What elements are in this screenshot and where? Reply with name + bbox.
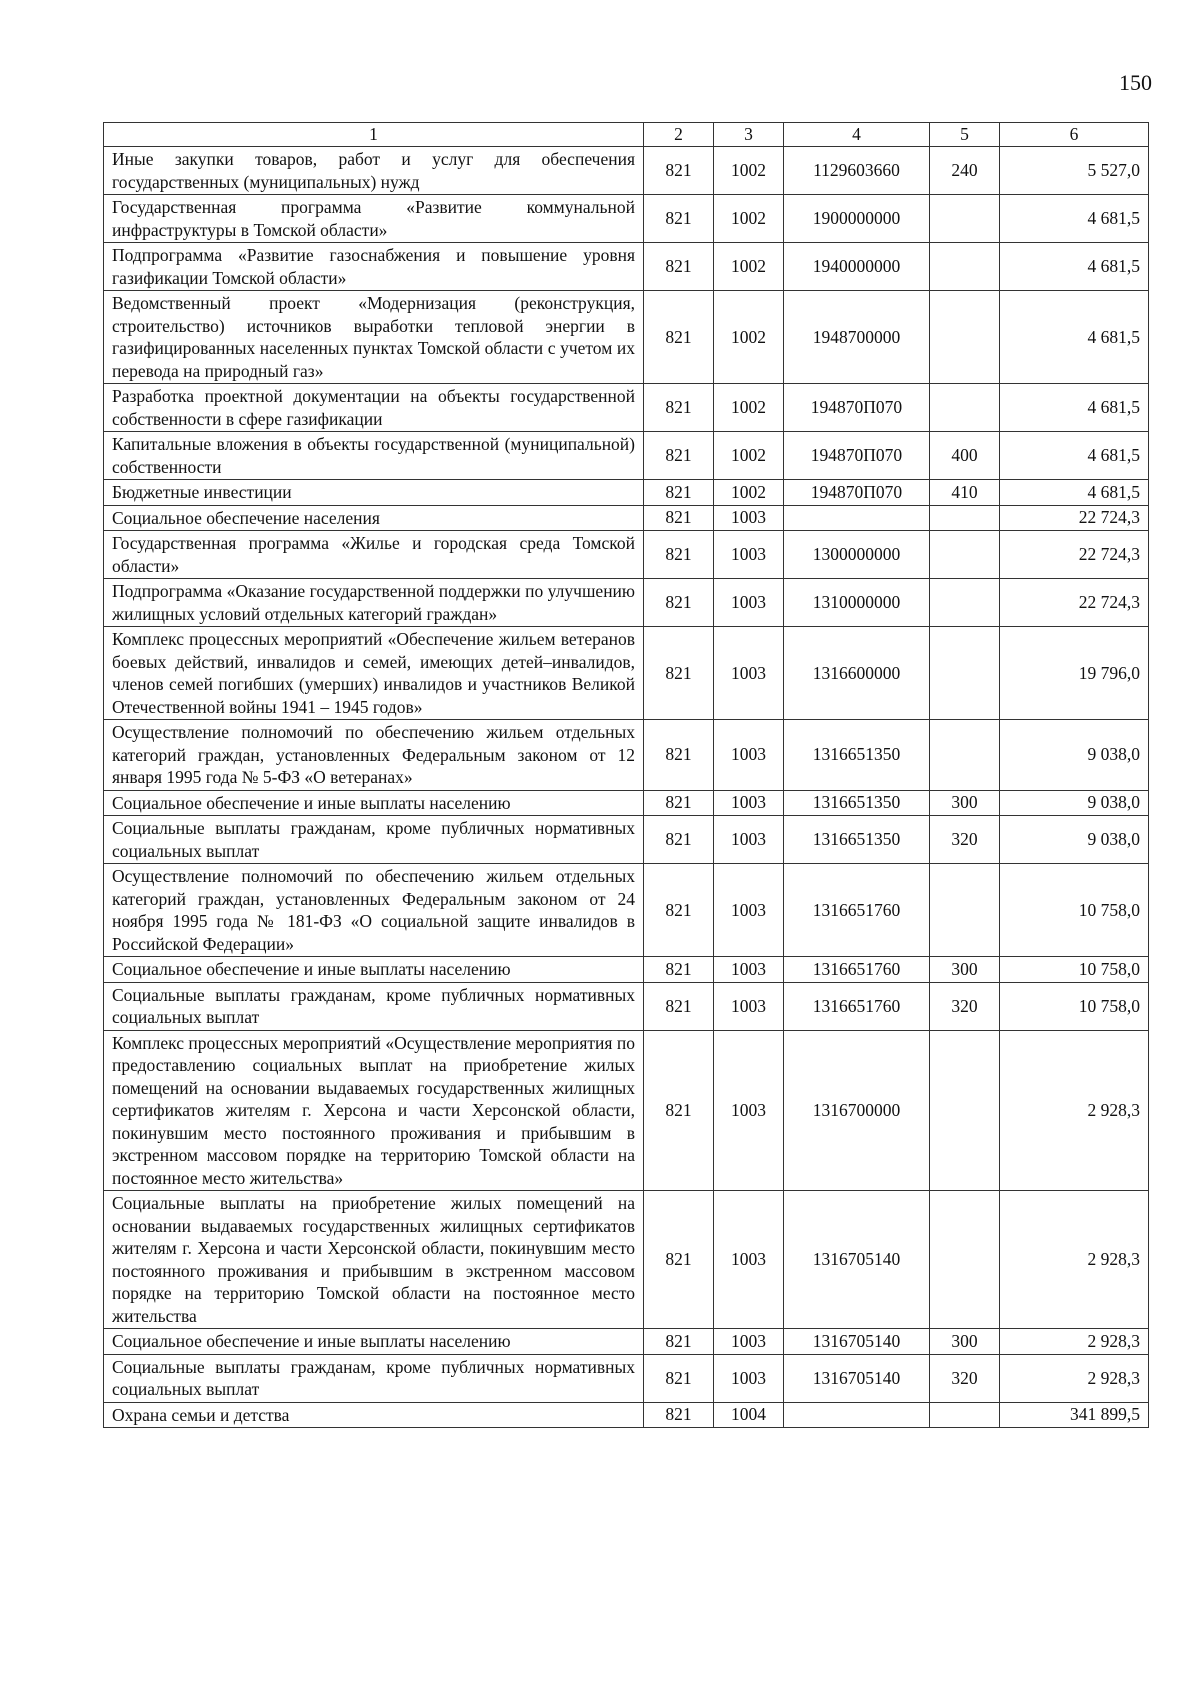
amount: 4 681,5 [1000,243,1149,291]
expense-type-code: 300 [930,790,1000,816]
ministry-code: 821 [644,1354,714,1402]
expense-type-code [930,579,1000,627]
section-code: 1003 [714,957,784,983]
table-row [104,384,1149,432]
row-description: Государственная программа «Развитие коммунальной инфраструктуры в Томской области» [104,195,644,243]
section-code: 1003 [714,790,784,816]
column-header: 4 [784,123,930,147]
expense-type-code [930,195,1000,243]
table-row [104,1329,1149,1355]
expense-type-code: 300 [930,1329,1000,1355]
amount: 22 724,3 [1000,531,1149,579]
expense-type-code [930,531,1000,579]
target-article-code: 1900000000 [784,195,930,243]
ministry-code: 821 [644,579,714,627]
amount: 10 758,0 [1000,982,1149,1030]
expense-type-code [930,1030,1000,1191]
section-code: 1004 [714,1402,784,1428]
amount: 2 928,3 [1000,1329,1149,1355]
target-article-code [784,505,930,531]
ministry-code: 821 [644,1402,714,1428]
table-row [104,790,1149,816]
expense-type-code [930,720,1000,791]
expense-type-code [930,864,1000,957]
target-article-code: 194870П070 [784,432,930,480]
target-article-code: 1316651350 [784,720,930,791]
amount: 19 796,0 [1000,627,1149,720]
table-row [104,531,1149,579]
row-description: Капитальные вложения в объекты государственной (муниципальной) собственности [104,432,644,480]
row-description: Подпрограмма «Оказание государственной поддержки по улучшению жилищных условий отдельных категорий граждан» [104,579,644,627]
table-row [104,579,1149,627]
section-code: 1003 [714,505,784,531]
row-description: Социальное обеспечение и иные выплаты населению [104,790,644,816]
row-description: Ведомственный проект «Модернизация (реконструкция, строительство) источников выработки тепловой энергии в газифицированных населенных пунктах Томской области с учетом их перевода на природный газ» [104,291,644,384]
row-description: Государственная программа «Жилье и городская среда Томской области» [104,531,644,579]
target-article-code [784,1402,930,1428]
expense-type-code [930,291,1000,384]
column-header: 1 [104,123,644,147]
target-article-code: 1948700000 [784,291,930,384]
amount: 10 758,0 [1000,864,1149,957]
section-code: 1003 [714,816,784,864]
section-code: 1003 [714,1354,784,1402]
section-code: 1003 [714,982,784,1030]
table-row [104,505,1149,531]
page-number: 150 [1119,70,1152,95]
ministry-code: 821 [644,432,714,480]
expense-type-code: 320 [930,982,1000,1030]
ministry-code: 821 [644,720,714,791]
table-row [104,147,1149,195]
expense-type-code [930,627,1000,720]
amount: 2 928,3 [1000,1191,1149,1329]
target-article-code: 1129603660 [784,147,930,195]
amount: 22 724,3 [1000,579,1149,627]
section-code: 1002 [714,195,784,243]
row-description: Социальные выплаты гражданам, кроме публичных нормативных социальных выплат [104,982,644,1030]
amount: 22 724,3 [1000,505,1149,531]
section-code: 1003 [714,579,784,627]
expense-type-code: 320 [930,816,1000,864]
section-code: 1003 [714,1030,784,1191]
row-description: Комплекс процессных мероприятий «Обеспечение жильем ветеранов боевых действий, инвалидов и семей, имеющих детей–инвалидов, членов семей погибших (умерших) инвалидов и участников Великой Отечественной войны 1941 – 1945 годов» [104,627,644,720]
expense-type-code [930,384,1000,432]
ministry-code: 821 [644,864,714,957]
section-code: 1003 [714,1329,784,1355]
amount: 4 681,5 [1000,384,1149,432]
table-row [104,1030,1149,1191]
amount: 5 527,0 [1000,147,1149,195]
amount: 9 038,0 [1000,720,1149,791]
table-row [104,195,1149,243]
expense-type-code: 400 [930,432,1000,480]
section-code: 1002 [714,480,784,506]
amount: 4 681,5 [1000,195,1149,243]
target-article-code: 1316700000 [784,1030,930,1191]
section-code: 1002 [714,147,784,195]
amount: 9 038,0 [1000,816,1149,864]
table-body [104,147,1149,1428]
target-article-code: 1316651760 [784,957,930,983]
amount: 341 899,5 [1000,1402,1149,1428]
ministry-code: 821 [644,1329,714,1355]
table-row [104,291,1149,384]
ministry-code: 821 [644,243,714,291]
section-code: 1002 [714,243,784,291]
target-article-code: 1316600000 [784,627,930,720]
row-description: Социальные выплаты на приобретение жилых помещений на основании выдаваемых государственных жилищных сертификатов жителям г. Херсона и части Херсонской области, покинувшим место постоянного проживания и прибывшим в экстренном массовом порядке на территорию Томской области на постоянное место жительства [104,1191,644,1329]
row-description: Осуществление полномочий по обеспечению жильем отдельных категорий граждан, установленных Федеральным законом от 24 ноября 1995 года № 181-ФЗ «О социальной защите инвалидов в Российской Федерации» [104,864,644,957]
row-description: Бюджетные инвестиции [104,480,644,506]
ministry-code: 821 [644,531,714,579]
table-row [104,982,1149,1030]
column-header: 2 [644,123,714,147]
amount: 2 928,3 [1000,1354,1149,1402]
ministry-code: 821 [644,957,714,983]
target-article-code: 1316651760 [784,864,930,957]
expense-type-code: 320 [930,1354,1000,1402]
ministry-code: 821 [644,505,714,531]
row-description: Комплекс процессных мероприятий «Осуществление мероприятия по предоставлению социальных выплат на приобретение жилых помещений на основании выдаваемых государственных жилищных сертификатов жителям г. Херсона и части Херсонской области, покинувшим место постоянного проживания и прибывшим в экстренном массовом порядке на территорию Томской области на постоянное место жительства» [104,1030,644,1191]
table-row [104,864,1149,957]
table-header-row [104,123,1149,147]
section-code: 1003 [714,1191,784,1329]
expense-type-code [930,505,1000,531]
target-article-code: 1300000000 [784,531,930,579]
expense-type-code: 240 [930,147,1000,195]
ministry-code: 821 [644,480,714,506]
table-row [104,957,1149,983]
row-description: Осуществление полномочий по обеспечению жильем отдельных категорий граждан, установленных Федеральным законом от 12 января 1995 года № 5-ФЗ «О ветеранах» [104,720,644,791]
table-row [104,243,1149,291]
section-code: 1003 [714,627,784,720]
ministry-code: 821 [644,291,714,384]
section-code: 1002 [714,384,784,432]
amount: 4 681,5 [1000,432,1149,480]
expense-type-code [930,243,1000,291]
section-code: 1003 [714,531,784,579]
table-row [104,1402,1149,1428]
row-description: Социальное обеспечение населения [104,505,644,531]
row-description: Социальные выплаты гражданам, кроме публичных нормативных социальных выплат [104,1354,644,1402]
target-article-code: 1316651350 [784,790,930,816]
budget-table [103,122,1149,1428]
expense-type-code: 300 [930,957,1000,983]
ministry-code: 821 [644,195,714,243]
row-description: Социальное обеспечение и иные выплаты населению [104,1329,644,1355]
column-header: 3 [714,123,784,147]
table-row [104,1354,1149,1402]
table-row [104,1191,1149,1329]
amount: 4 681,5 [1000,291,1149,384]
expense-type-code [930,1191,1000,1329]
ministry-code: 821 [644,982,714,1030]
row-description: Охрана семьи и детства [104,1402,644,1428]
target-article-code: 1310000000 [784,579,930,627]
target-article-code: 1316705140 [784,1354,930,1402]
expense-type-code [930,1402,1000,1428]
target-article-code: 1316705140 [784,1329,930,1355]
section-code: 1003 [714,864,784,957]
target-article-code: 1316705140 [784,1191,930,1329]
ministry-code: 821 [644,816,714,864]
target-article-code: 194870П070 [784,480,930,506]
row-description: Подпрограмма «Развитие газоснабжения и повышение уровня газификации Томской области» [104,243,644,291]
expense-type-code: 410 [930,480,1000,506]
table-row [104,720,1149,791]
row-description: Иные закупки товаров, работ и услуг для обеспечения государственных (муниципальных) нужд [104,147,644,195]
table-row [104,627,1149,720]
table-row [104,480,1149,506]
amount: 2 928,3 [1000,1030,1149,1191]
target-article-code: 194870П070 [784,384,930,432]
section-code: 1002 [714,291,784,384]
row-description: Социальные выплаты гражданам, кроме публичных нормативных социальных выплат [104,816,644,864]
ministry-code: 821 [644,790,714,816]
section-code: 1002 [714,432,784,480]
target-article-code: 1940000000 [784,243,930,291]
ministry-code: 821 [644,384,714,432]
row-description: Разработка проектной документации на объекты государственной собственности в сфере газификации [104,384,644,432]
row-description: Социальное обеспечение и иные выплаты населению [104,957,644,983]
ministry-code: 821 [644,1191,714,1329]
table-row [104,432,1149,480]
ministry-code: 821 [644,147,714,195]
target-article-code: 1316651760 [784,982,930,1030]
section-code: 1003 [714,720,784,791]
column-header: 6 [1000,123,1149,147]
target-article-code: 1316651350 [784,816,930,864]
ministry-code: 821 [644,1030,714,1191]
amount: 10 758,0 [1000,957,1149,983]
amount: 9 038,0 [1000,790,1149,816]
column-header: 5 [930,123,1000,147]
amount: 4 681,5 [1000,480,1149,506]
table-row [104,816,1149,864]
ministry-code: 821 [644,627,714,720]
